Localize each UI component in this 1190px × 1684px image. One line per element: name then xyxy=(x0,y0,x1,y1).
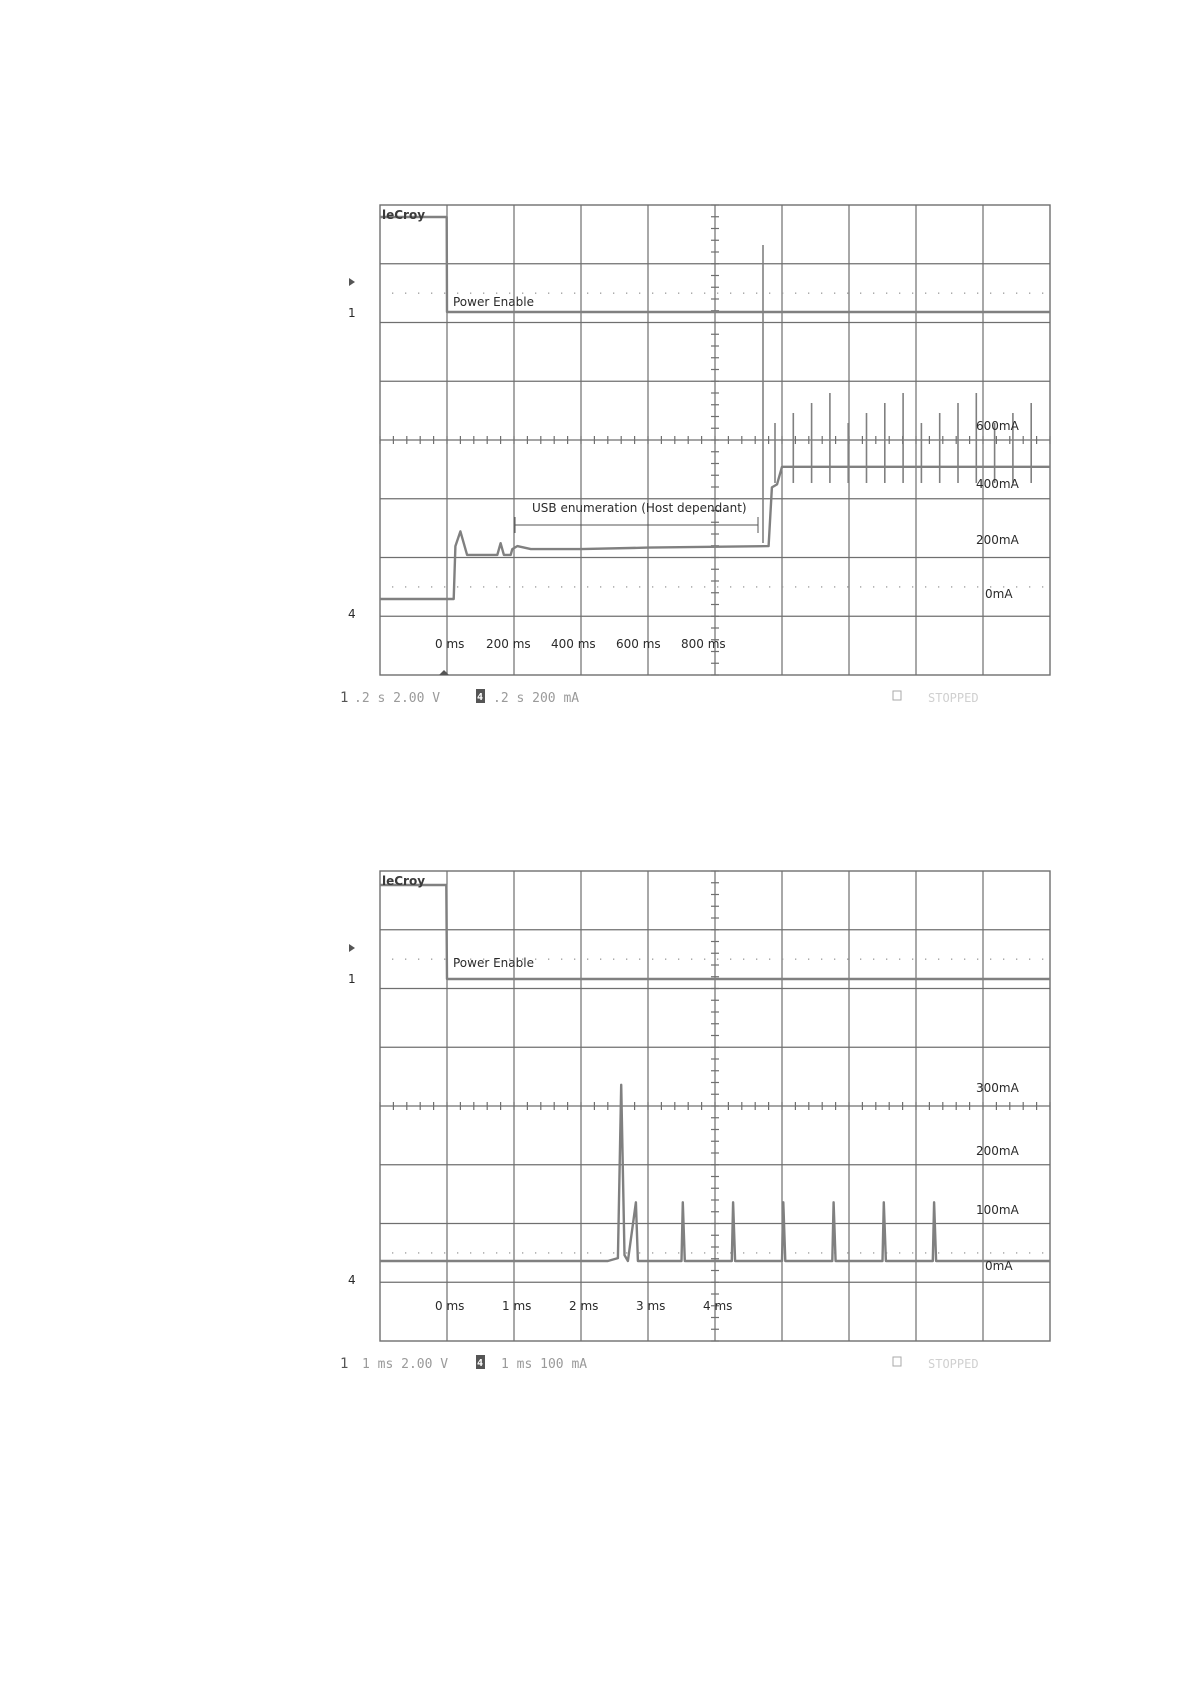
grid-dot xyxy=(873,586,874,587)
grid-dot xyxy=(1016,1252,1017,1253)
grid-dot xyxy=(665,586,666,587)
grid-dot xyxy=(561,293,562,294)
grid-dot xyxy=(457,1252,458,1253)
grid-dot xyxy=(561,959,562,960)
status-ch4-number: 4 xyxy=(477,1358,484,1369)
grid-dot xyxy=(613,293,614,294)
grid-dot xyxy=(1016,959,1017,960)
grid-dot xyxy=(431,293,432,294)
grid-dot xyxy=(821,293,822,294)
grid-dot xyxy=(769,1252,770,1253)
grid-dot xyxy=(457,586,458,587)
grid-dot xyxy=(769,293,770,294)
grid-dot xyxy=(535,293,536,294)
grid-dot xyxy=(1042,1252,1043,1253)
grid-dot xyxy=(977,1252,978,1253)
grid-dot xyxy=(405,293,406,294)
grid-dot xyxy=(574,586,575,587)
grid-dot xyxy=(1016,293,1017,294)
grid-dot xyxy=(873,293,874,294)
grid-dot xyxy=(444,1252,445,1253)
grid-dot xyxy=(860,293,861,294)
grid-dot xyxy=(912,293,913,294)
grid-dot xyxy=(795,959,796,960)
grid-dot xyxy=(418,959,419,960)
grid-dot xyxy=(691,1252,692,1253)
grid-dot xyxy=(509,293,510,294)
grid-dot xyxy=(574,293,575,294)
brand-label: leCroy xyxy=(382,208,426,222)
grid-dot xyxy=(834,293,835,294)
status-state: STOPPED xyxy=(928,691,979,705)
grid-dot xyxy=(808,959,809,960)
x-tick-label: 2 ms xyxy=(569,1299,599,1313)
grid-dot xyxy=(990,1252,991,1253)
grid-dot xyxy=(730,586,731,587)
grid-dot xyxy=(938,1252,939,1253)
grid-dot xyxy=(392,1252,393,1253)
grid-dot xyxy=(457,293,458,294)
grid-dot xyxy=(626,959,627,960)
y-level-label: 0mA xyxy=(985,587,1013,601)
grid-dot xyxy=(652,586,653,587)
run-state-icon xyxy=(893,1357,901,1366)
graticule xyxy=(380,205,1050,675)
grid-dot xyxy=(561,1252,562,1253)
grid-dot xyxy=(405,1252,406,1253)
grid-dot xyxy=(756,586,757,587)
grid-dot xyxy=(938,586,939,587)
grid-dot xyxy=(899,1252,900,1253)
grid-dot xyxy=(613,1252,614,1253)
grid-dot xyxy=(1029,1252,1030,1253)
grid-dot xyxy=(821,586,822,587)
y-level-label: 400mA xyxy=(976,477,1019,491)
grid-dot xyxy=(886,586,887,587)
grid-dot xyxy=(730,959,731,960)
grid-dot xyxy=(587,293,588,294)
x-tick-label: 3 ms xyxy=(636,1299,666,1313)
grid-dot xyxy=(483,586,484,587)
grid-dot xyxy=(860,959,861,960)
grid-dot xyxy=(535,1252,536,1253)
grid-dot xyxy=(821,959,822,960)
grid-dot xyxy=(847,1252,848,1253)
status-ch4-number: 4 xyxy=(477,692,484,703)
grid-dot xyxy=(600,1252,601,1253)
grid-dot xyxy=(704,586,705,587)
grid-dot xyxy=(860,586,861,587)
x-tick-label: 0 ms xyxy=(435,1299,465,1313)
grid-dot xyxy=(639,586,640,587)
grid-dot xyxy=(977,586,978,587)
grid-dot xyxy=(1029,293,1030,294)
grid-dot xyxy=(964,293,965,294)
grid-dot xyxy=(834,586,835,587)
grid-dot xyxy=(834,959,835,960)
grid-dot xyxy=(522,1252,523,1253)
grid-dot xyxy=(1029,586,1030,587)
grid-dot xyxy=(912,1252,913,1253)
grid-dot xyxy=(639,959,640,960)
y-level-label: 600mA xyxy=(976,419,1019,433)
grid-dot xyxy=(899,586,900,587)
grid-dot xyxy=(704,1252,705,1253)
x-tick-label: 400 ms xyxy=(551,637,596,651)
x-tick-label: 0 ms xyxy=(435,637,465,651)
grid-dot xyxy=(535,959,536,960)
grid-dot xyxy=(912,586,913,587)
x-tick-label: 4 ms xyxy=(703,1299,733,1313)
grid-dot xyxy=(548,959,549,960)
grid-dot xyxy=(522,586,523,587)
grid-dot xyxy=(1003,1252,1004,1253)
grid-dot xyxy=(795,1252,796,1253)
grid-dot xyxy=(756,959,757,960)
y-level-label: 300mA xyxy=(976,1081,1019,1095)
grid-dot xyxy=(847,959,848,960)
grid-dot xyxy=(860,1252,861,1253)
status-ch1-number: 1 xyxy=(340,690,349,706)
grid-dot xyxy=(600,586,601,587)
grid-dot xyxy=(418,586,419,587)
x-tick-label: 600 ms xyxy=(616,637,661,651)
trace-label-power-enable: Power Enable xyxy=(453,956,534,970)
grid-dot xyxy=(509,1252,510,1253)
status-ch4-settings: 1 ms 100 mA xyxy=(501,1357,588,1372)
grid-dot xyxy=(730,293,731,294)
grid-dot xyxy=(1042,586,1043,587)
grid-dot xyxy=(418,293,419,294)
grid-dot xyxy=(587,959,588,960)
grid-dot xyxy=(808,586,809,587)
grid-dot xyxy=(678,586,679,587)
grid-dot xyxy=(912,959,913,960)
status-ch1-number: 1 xyxy=(340,1356,349,1372)
grid-dot xyxy=(743,959,744,960)
grid-dot xyxy=(990,293,991,294)
grid-dot xyxy=(431,1252,432,1253)
grid-dot xyxy=(717,959,718,960)
grid-dot xyxy=(392,959,393,960)
grid-dot xyxy=(951,293,952,294)
grid-dot xyxy=(652,1252,653,1253)
grid-dot xyxy=(990,959,991,960)
grid-dot xyxy=(405,959,406,960)
grid-dot xyxy=(964,586,965,587)
grid-dot xyxy=(899,959,900,960)
status-ch4-settings: .2 s 200 mA xyxy=(493,691,580,706)
status-state: STOPPED xyxy=(928,1357,979,1371)
grid-dot xyxy=(444,293,445,294)
grid-dot xyxy=(1003,293,1004,294)
grid-dot xyxy=(704,293,705,294)
grid-dot xyxy=(561,586,562,587)
grid-dot xyxy=(925,1252,926,1253)
grid-dot xyxy=(951,959,952,960)
grid-dot xyxy=(743,586,744,587)
grid-dot xyxy=(886,959,887,960)
grid-dot xyxy=(717,1252,718,1253)
trigger-level-arrow-icon xyxy=(349,944,355,952)
grid-dot xyxy=(678,293,679,294)
grid-dot xyxy=(665,293,666,294)
run-state-icon xyxy=(893,691,901,700)
grid-dot xyxy=(496,586,497,587)
grid-dot xyxy=(743,1252,744,1253)
grid-dot xyxy=(548,1252,549,1253)
grid-dot xyxy=(392,293,393,294)
grid-dot xyxy=(756,293,757,294)
grid-dot xyxy=(496,293,497,294)
grid-dot xyxy=(587,586,588,587)
grid-dot xyxy=(483,293,484,294)
channel4-ground-marker: 4 xyxy=(348,1273,356,1287)
graticule xyxy=(380,871,1050,1341)
grid-dot xyxy=(574,959,575,960)
grid-dot xyxy=(405,586,406,587)
grid-dot xyxy=(470,1252,471,1253)
grid-dot xyxy=(444,586,445,587)
grid-dot xyxy=(1003,959,1004,960)
grid-dot xyxy=(769,959,770,960)
oscilloscope-capture-bottom xyxy=(340,871,1060,1391)
grid-dot xyxy=(470,586,471,587)
grid-dot xyxy=(704,959,705,960)
y-level-label: 0mA xyxy=(985,1259,1013,1273)
grid-dot xyxy=(691,959,692,960)
grid-dot xyxy=(691,586,692,587)
grid-dot xyxy=(925,293,926,294)
status-bar xyxy=(340,689,979,706)
x-tick-label: 800 ms xyxy=(681,637,726,651)
grid-dot xyxy=(964,959,965,960)
grid-dot xyxy=(717,293,718,294)
y-level-label: 100mA xyxy=(976,1203,1019,1217)
grid-dot xyxy=(535,586,536,587)
grid-dot xyxy=(418,1252,419,1253)
channel1-ground-marker: 1 xyxy=(348,972,356,986)
grid-dot xyxy=(977,959,978,960)
grid-dot xyxy=(587,1252,588,1253)
grid-dot xyxy=(964,1252,965,1253)
grid-dot xyxy=(665,959,666,960)
status-ch1-settings: .2 s 2.00 V xyxy=(354,691,441,706)
grid-dot xyxy=(795,586,796,587)
grid-dot xyxy=(431,586,432,587)
annotation-usb-enumeration: USB enumeration (Host dependant) xyxy=(532,501,747,515)
scope-screen xyxy=(340,205,1060,725)
grid-dot xyxy=(444,959,445,960)
grid-dot xyxy=(600,959,601,960)
grid-dot xyxy=(639,1252,640,1253)
grid-dot xyxy=(769,586,770,587)
grid-dot xyxy=(1042,959,1043,960)
grid-dot xyxy=(873,1252,874,1253)
scope-screen xyxy=(340,871,1060,1391)
grid-dot xyxy=(808,1252,809,1253)
y-level-label: 200mA xyxy=(976,1144,1019,1158)
grid-dot xyxy=(938,293,939,294)
grid-dot xyxy=(613,959,614,960)
grid-dot xyxy=(613,586,614,587)
grid-dot xyxy=(548,586,549,587)
grid-dot xyxy=(951,586,952,587)
trace-label-power-enable: Power Enable xyxy=(453,295,534,309)
grid-dot xyxy=(847,586,848,587)
channel4-ground-marker: 4 xyxy=(348,607,356,621)
grid-dot xyxy=(951,1252,952,1253)
grid-dot xyxy=(470,293,471,294)
grid-dot xyxy=(652,959,653,960)
enumeration-bracket xyxy=(515,517,758,533)
grid-dot xyxy=(665,1252,666,1253)
status-bar xyxy=(340,1355,979,1372)
x-tick-label: 200 ms xyxy=(486,637,531,651)
grid-dot xyxy=(626,586,627,587)
grid-dot xyxy=(756,1252,757,1253)
grid-dot xyxy=(782,586,783,587)
grid-dot xyxy=(678,959,679,960)
grid-dot xyxy=(886,293,887,294)
grid-dot xyxy=(782,293,783,294)
grid-dot xyxy=(1016,586,1017,587)
grid-dot xyxy=(574,1252,575,1253)
grid-dot xyxy=(795,293,796,294)
grid-dot xyxy=(977,293,978,294)
grid-dot xyxy=(639,293,640,294)
grid-dot xyxy=(821,1252,822,1253)
grid-dot xyxy=(925,586,926,587)
grid-dot xyxy=(873,959,874,960)
grid-dot xyxy=(847,293,848,294)
grid-dot xyxy=(925,959,926,960)
brand-label: leCroy xyxy=(382,874,426,888)
grid-dot xyxy=(652,293,653,294)
grid-dot xyxy=(808,293,809,294)
grid-dot xyxy=(626,1252,627,1253)
grid-dot xyxy=(483,1252,484,1253)
grid-dot xyxy=(717,586,718,587)
x-tick-label: 1 ms xyxy=(502,1299,532,1313)
grid-dot xyxy=(1029,959,1030,960)
grid-dot xyxy=(899,293,900,294)
grid-dot xyxy=(938,959,939,960)
grid-dot xyxy=(782,959,783,960)
grid-dot xyxy=(600,293,601,294)
y-level-label: 200mA xyxy=(976,533,1019,547)
grid-dot xyxy=(678,1252,679,1253)
grid-dot xyxy=(626,293,627,294)
grid-dot xyxy=(522,293,523,294)
grid-dot xyxy=(509,586,510,587)
channel1-ground-marker: 1 xyxy=(348,306,356,320)
status-ch1-settings: 1 ms 2.00 V xyxy=(362,1357,449,1372)
grid-dot xyxy=(691,293,692,294)
grid-dot xyxy=(548,293,549,294)
grid-dot xyxy=(392,586,393,587)
grid-dot xyxy=(1042,293,1043,294)
grid-dot xyxy=(743,293,744,294)
oscilloscope-capture-top xyxy=(340,205,1060,725)
grid-dot xyxy=(431,959,432,960)
grid-dot xyxy=(496,1252,497,1253)
trigger-level-arrow-icon xyxy=(349,278,355,286)
